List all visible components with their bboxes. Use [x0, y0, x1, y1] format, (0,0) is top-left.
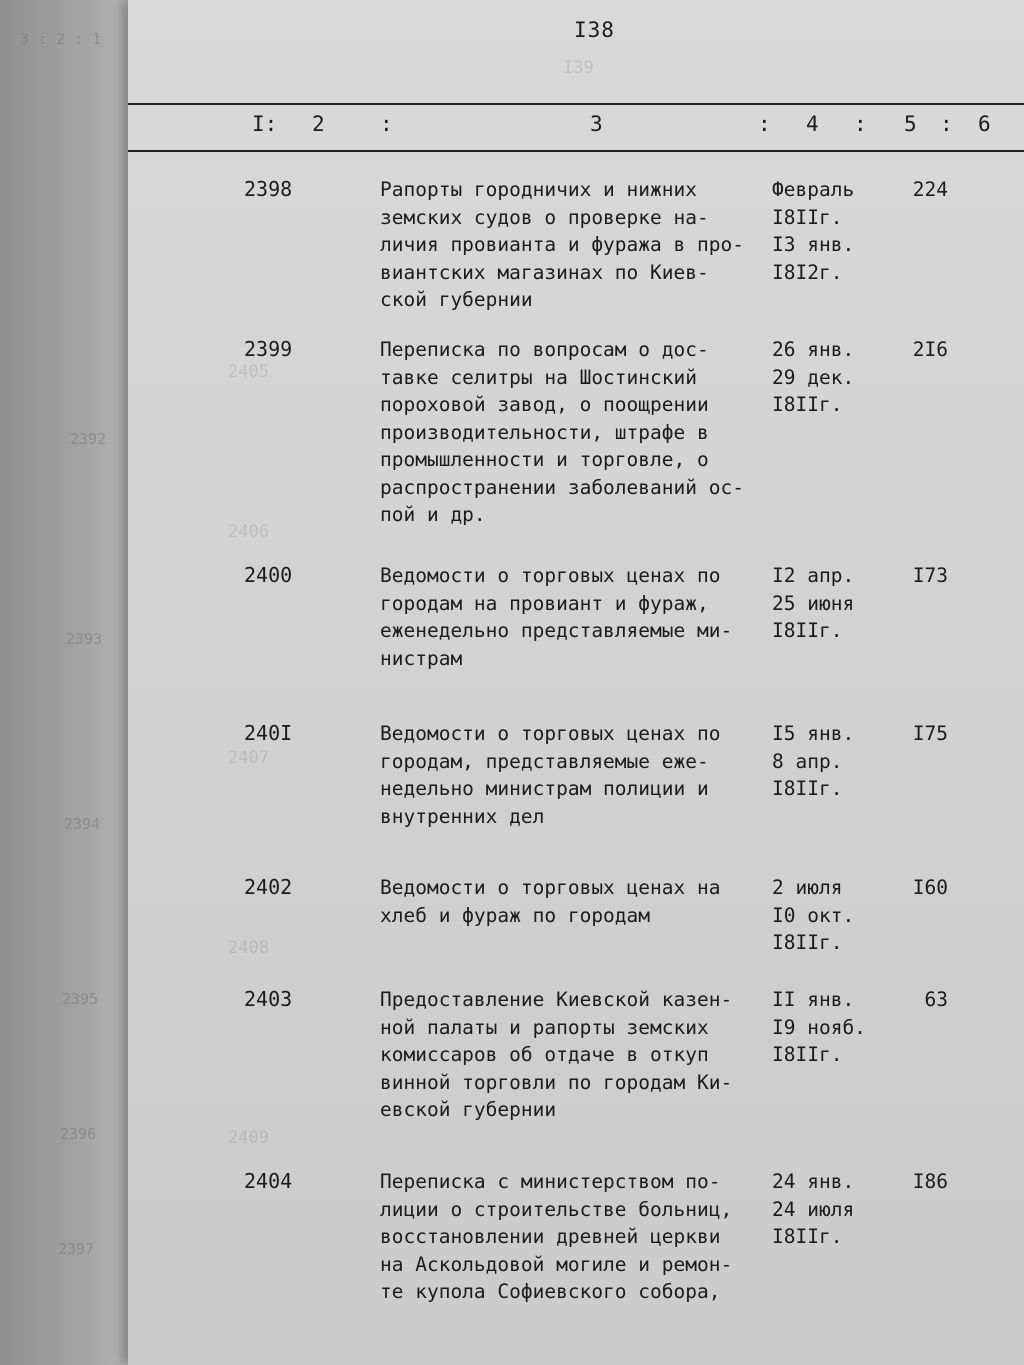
record-description	[380, 1168, 780, 1306]
header-bottom-rule	[128, 150, 1024, 152]
column-separator: :	[940, 112, 953, 136]
bleed-through-text: 2407	[228, 748, 269, 768]
date-line: I8IIг.	[772, 1043, 843, 1066]
description-line: на Аскольдовой могиле и ремон-	[380, 1252, 733, 1276]
bleed-through-text: I39	[563, 58, 594, 78]
date-line: I8IIг.	[772, 393, 843, 416]
record-description	[380, 874, 780, 929]
date-line: 8 апр.	[772, 749, 843, 773]
document-page	[128, 0, 1024, 1365]
description-line: земских судов о проверке на-	[380, 205, 709, 229]
description-line: винной торговли по городам Ки-	[380, 1070, 733, 1094]
date-line: 26 янв.	[772, 338, 855, 361]
date-line: 29 дек.	[772, 365, 855, 389]
description-line: Рапорты городничих и нижних	[380, 178, 697, 201]
record-dates	[772, 874, 892, 957]
description-line: пой и др.	[380, 503, 486, 526]
description-line: личия провианта и фуража в про-	[380, 233, 744, 256]
record-sheet-count: 2I6	[912, 338, 948, 361]
description-line: комиссаров об отдаче в откуп	[380, 1043, 709, 1066]
column-header-6: 6	[978, 112, 991, 136]
description-line: еженедельно представляемые ми-	[380, 619, 733, 642]
description-line: ной палаты и рапорты земских	[380, 1015, 709, 1039]
date-line: 24 июля	[772, 1197, 855, 1221]
column-separator: :	[854, 112, 867, 136]
record-dates	[772, 986, 892, 1069]
description-line: Предоставление Киевской казен-	[380, 988, 733, 1011]
date-line: I8IIг.	[772, 619, 843, 642]
record-sheet-count: I75	[912, 722, 948, 745]
column-header-4: 4	[806, 112, 819, 136]
record-number: 2402	[244, 875, 293, 899]
column-header-3: 3	[590, 112, 603, 136]
record-sheet-count: I73	[912, 564, 948, 587]
record-sheet-count: 224	[912, 178, 948, 201]
date-line: I2 апр.	[772, 564, 855, 587]
record-dates	[772, 1168, 892, 1251]
description-line: Переписка с министерством по-	[380, 1170, 721, 1193]
header-top-rule	[128, 103, 1024, 105]
date-line: I0 окт.	[772, 903, 855, 927]
column-separator: :	[758, 112, 771, 136]
description-line: производительности, штрафе в	[380, 420, 709, 444]
bleed-through-text: 2408	[228, 938, 269, 958]
record-number: 2400	[244, 563, 293, 587]
page-number: I38	[574, 18, 615, 42]
description-line: Ведомости о торговых ценах по	[380, 564, 721, 587]
date-line: I8IIг.	[772, 777, 843, 800]
description-line: Ведомости о торговых ценах на	[380, 876, 721, 899]
record-description	[380, 720, 780, 830]
date-line: I3 янв.	[772, 233, 855, 256]
date-line: I9 нояб.	[772, 1015, 866, 1039]
column-header-2: 2	[312, 112, 325, 136]
column-separator: :	[380, 112, 393, 136]
record-description	[380, 176, 780, 314]
record-description	[380, 986, 780, 1124]
description-line: промышленности и торговле, о	[380, 448, 709, 471]
record-description	[380, 336, 780, 529]
record-number: 2404	[244, 1169, 293, 1193]
date-line: 25 июня	[772, 591, 855, 615]
description-line: те купола Софиевского собора,	[380, 1280, 721, 1303]
description-line: недельно министрам полиции и	[380, 777, 709, 800]
date-line: 24 янв.	[772, 1170, 855, 1193]
description-line: виантских магазинах по Киев-	[380, 260, 709, 284]
record-dates	[772, 336, 892, 419]
date-line: I8IIг.	[772, 205, 843, 229]
record-sheet-count: I60	[912, 876, 948, 899]
record-dates	[772, 720, 892, 803]
description-line: пороховой завод, о поощрении	[380, 393, 709, 416]
record-number: 2399	[244, 337, 293, 361]
date-line: II янв.	[772, 988, 855, 1011]
bleed-through-text: 2405	[228, 362, 269, 382]
date-line: I8I2г.	[772, 260, 843, 284]
description-line: нистрам	[380, 646, 463, 670]
date-line: Февраль	[772, 178, 855, 201]
description-line: внутренних дел	[380, 804, 545, 828]
date-line: I5 янв.	[772, 722, 855, 745]
date-line: I8IIг.	[772, 931, 843, 954]
column-header-1: I:	[252, 112, 278, 136]
description-line: восстановлении древней церкви	[380, 1225, 721, 1248]
description-line: Ведомости о торговых ценах по	[380, 722, 721, 745]
description-line: распространении заболеваний ос-	[380, 475, 744, 499]
column-header-row	[128, 112, 1024, 148]
bleed-through-text: 2409	[228, 1128, 269, 1148]
description-line: тавке селитры на Шостинский	[380, 365, 697, 389]
record-sheet-count: 63	[924, 988, 948, 1011]
record-number: 240I	[244, 721, 293, 745]
date-line: 2 июля	[772, 876, 843, 899]
record-dates	[772, 176, 892, 286]
column-header-5: 5	[904, 112, 917, 136]
description-line: Переписка по вопросам о дос-	[380, 338, 709, 361]
record-number: 2403	[244, 987, 293, 1011]
date-line: I8IIг.	[772, 1225, 843, 1248]
description-line: городам на провиант и фураж,	[380, 591, 709, 615]
bleed-through-text: 2406	[228, 522, 269, 542]
record-dates	[772, 562, 892, 645]
description-line: евской губернии	[380, 1098, 557, 1121]
previous-page-edge: 3 : 2 : 1 2392 2393 2394 2395 2396 2397	[0, 0, 128, 1365]
description-line: лиции о строительстве больниц,	[380, 1197, 733, 1221]
record-number: 2398	[244, 177, 293, 201]
record-description	[380, 562, 780, 672]
description-line: хлеб и фураж по городам	[380, 903, 651, 927]
description-line: городам, представляемые еже-	[380, 749, 709, 773]
record-sheet-count: I86	[912, 1170, 948, 1193]
description-line: ской губернии	[380, 288, 533, 311]
